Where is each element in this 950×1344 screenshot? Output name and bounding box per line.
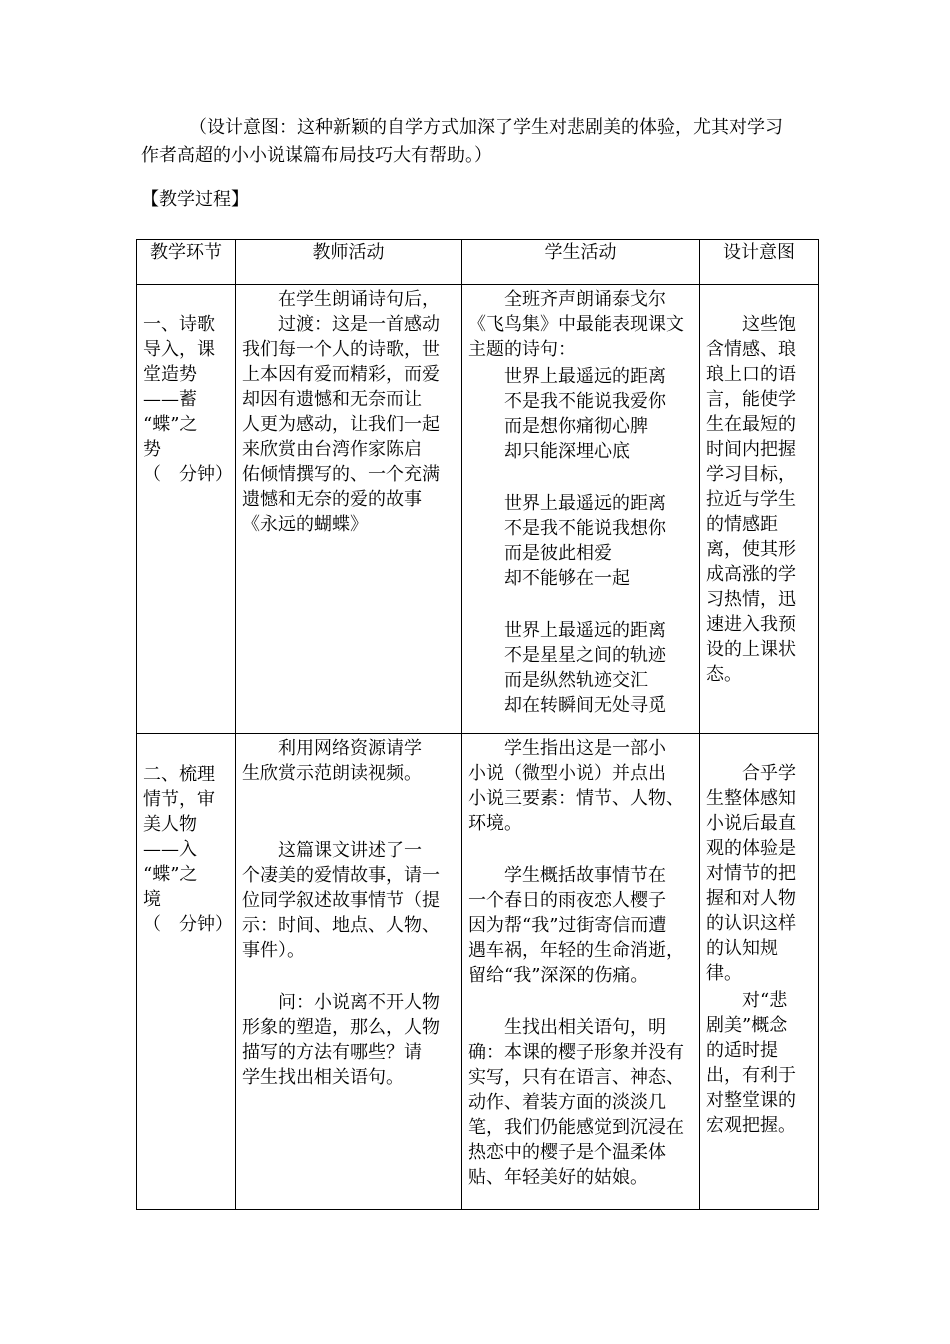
table-header-row bbox=[137, 240, 819, 285]
teacher-activity-text: 在学生朗诵诗句后， 过渡：这是一首感动 我们每一个人的诗歌，世 上本因有爱而精彩，而爱 却因有遗憾和无奈而让 人更为感动，让我们一起 来欣赏由台湾作家陈启 佑倾情撰写的、一个充满 遗憾和无奈的爱的故事 《永远的蝴蝶》 bbox=[242, 289, 440, 535]
design-intent-text: 对“悲 剧美”概念 的适时提 出，有利于 对整堂课的 宏观把握。 bbox=[706, 990, 796, 1136]
stage-text: 一、诗歌 导入，课 堂造势 ——蓄 “蝶”之 势 （ 分钟） bbox=[143, 314, 233, 485]
table-row bbox=[137, 734, 819, 1210]
teaching-process-table bbox=[136, 239, 819, 1210]
poem-stanza: 世界上最遥远的距离 不是星星之间的轨迹 而是纵然轨迹交汇 却在转瞬间无处寻觅 bbox=[503, 620, 666, 716]
intro-line-2: 作者高超的小小说谋篇布局技巧大有帮助。） bbox=[141, 145, 492, 166]
student-activity-cell bbox=[462, 734, 700, 1210]
student-activity-text: 学生概括故事情节在 一个春日的雨夜恋人樱子 因为帮“我”过街寄信而遭 遇车祸，年轻的生命消逝， 留给“我”深深的伤痛。 bbox=[468, 865, 684, 986]
poem-stanza: 世界上最遥远的距离 不是我不能说我想你 而是彼此相爱 却不能够在一起 bbox=[503, 493, 666, 589]
header-cell-student: 学生活动 bbox=[462, 240, 700, 285]
stage-cell bbox=[137, 734, 236, 1210]
teacher-activity-text: 这篇课文讲述了一 个凄美的爱情故事，请一 位同学叙述故事情节（提 示：时间、地点、人物、 事件）。 bbox=[242, 840, 440, 961]
design-intent-paragraph bbox=[141, 114, 821, 170]
design-intent-text: 合乎学 生整体感知 小说后最直 观的体验是 对情节的把 握和对人物 的认识这样 的认知规 律。 bbox=[706, 763, 796, 984]
stage-text: 二、梳理 情节，审 美人物 ——入 “蝶”之 境 （ 分钟） bbox=[143, 764, 233, 935]
section-title: 【教学过程】 bbox=[141, 189, 249, 210]
table-row bbox=[137, 285, 819, 734]
student-activity-text: 学生指出这是一部小 小说（微型小说）并点出 小说三要素：情节、人物、 环境。 bbox=[468, 738, 684, 834]
teacher-activity-text: 问：小说离不开人物 形象的塑造，那么，人物 描写的方法有哪些？请 学生找出相关语句。 bbox=[242, 992, 440, 1088]
student-activity-text: 全班齐声朗诵泰戈尔 《飞鸟集》中最能表现课文 主题的诗句： bbox=[468, 289, 684, 360]
teacher-activity-text: 利用网络资源请学 生欣赏示范朗读视频。 bbox=[242, 738, 422, 784]
design-intent-text: 这些饱 含情感、琅 琅上口的语 言，能使学 生在最短的 时间内把握 学习目标， 拉近与学生 的情感距 离，使其形 成高涨的学 习热情，迅 速进入我预 设的上课状 态。 bbox=[706, 314, 796, 685]
header-cell-intent: 设计意图 bbox=[700, 240, 819, 285]
teacher-activity-cell bbox=[236, 285, 462, 734]
header-cell-stage: 教学环节 bbox=[137, 240, 236, 285]
student-activity-cell bbox=[462, 285, 700, 734]
design-intent-cell bbox=[700, 734, 819, 1210]
poem-stanza: 世界上最遥远的距离 不是我不能说我爱你 而是想你痛彻心脾 却只能深埋心底 bbox=[503, 366, 666, 462]
student-activity-text: 生找出相关语句，明 确：本课的樱子形象并没有 实写，只有在语言、神态、 动作、着装方面的淡淡几 笔，我们仍能感觉到沉浸在 热恋中的樱子是个温柔体 贴、年轻美好的姑娘。 bbox=[468, 1017, 684, 1188]
intro-line-1: （设计意图：这种新颖的自学方式加深了学生对悲剧美的体验，尤其对学习 bbox=[189, 117, 783, 138]
stage-cell bbox=[137, 285, 236, 734]
design-intent-cell bbox=[700, 285, 819, 734]
header-cell-teacher: 教师活动 bbox=[236, 240, 462, 285]
teacher-activity-cell bbox=[236, 734, 462, 1210]
